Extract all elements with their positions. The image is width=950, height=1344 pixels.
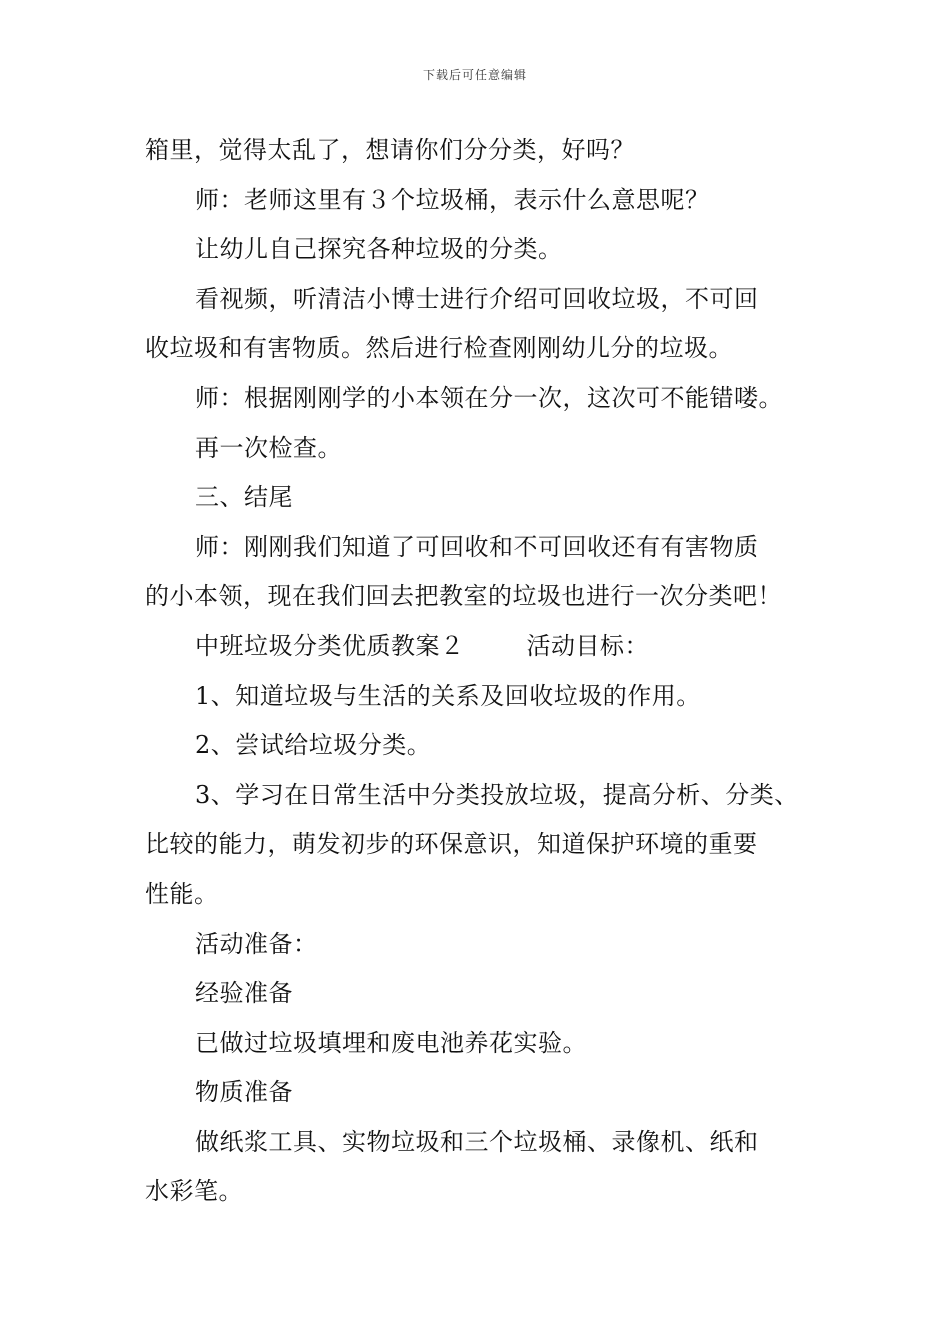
paragraph-line: 性能。 (145, 879, 219, 908)
paragraph-line: 师：刚刚我们知道了可回收和不可回收还有有害物质 (195, 532, 759, 561)
document-body (145, 126, 815, 1217)
list-item: 2、尝试给垃圾分类。 (195, 731, 432, 760)
lesson-title-line (145, 622, 815, 672)
paragraph-line: 比较的能力，萌发初步的环保意识，知道保护环境的重要 (145, 830, 758, 859)
paragraph-line: 箱里，觉得太乱了，想请你们分分类，好吗？ (145, 136, 635, 164)
paragraph-line: 看视频，听清洁小博士进行介绍可回收垃圾，不可回 (195, 284, 759, 313)
paragraph-line: 收垃圾和有害物质。然后进行检查刚刚幼儿分的垃圾。 (145, 334, 733, 363)
section-heading: 三、结尾 (195, 483, 293, 512)
list-item: 1、知道垃圾与生活的关系及回收垃圾的作用。 (195, 681, 701, 710)
paragraph-line: 已做过垃圾填埋和废电池养花实验。 (195, 1028, 587, 1057)
subsection-heading: 经验准备 (195, 979, 293, 1008)
paragraph-line: 再一次检查。 (195, 433, 342, 462)
paragraph-line: 做纸浆工具、实物垃圾和三个垃圾桶、录像机、纸和 (195, 1127, 759, 1156)
paragraph-line: 师：根据刚刚学的小本领在分一次，这次可不能错喽。 (195, 383, 783, 412)
activity-goals-label: 活动目标： (526, 631, 649, 660)
paragraph-line: 师：老师这里有３个垃圾桶，表示什么意思呢？ (195, 185, 710, 214)
paragraph-line: 的小本领，现在我们回去把教室的垃圾也进行一次分类吧！ (145, 582, 782, 611)
page-header: 下载后可任意编辑 (422, 68, 527, 82)
subsection-heading: 物质准备 (195, 1078, 293, 1107)
paragraph-line: 水彩笔。 (145, 1177, 243, 1206)
list-item: 3、学习在日常生活中分类投放垃圾，提高分析、分类、 (195, 780, 799, 809)
section-heading: 活动准备： (195, 929, 318, 958)
paragraph-line: 让幼儿自己探究各种垃圾的分类。 (195, 235, 563, 264)
lesson-title: 中班垃圾分类优质教案２ (195, 631, 465, 660)
